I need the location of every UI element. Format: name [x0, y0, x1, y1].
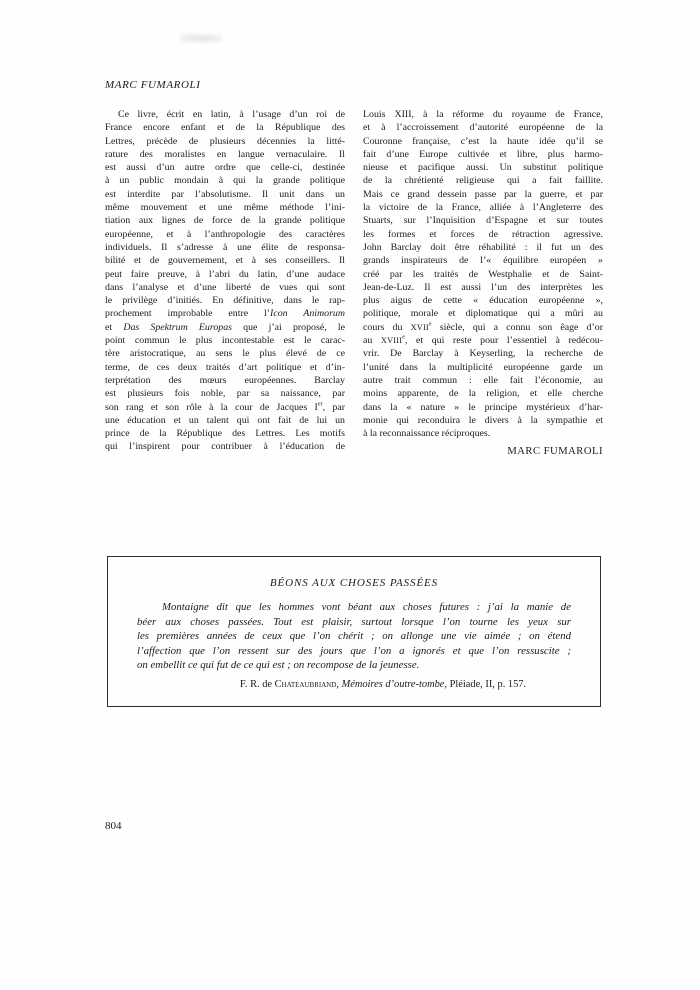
quote-title: BÉONS AUX CHOSES PASSÉES — [269, 577, 439, 589]
text-line: cours du XVIIe siècle, qui a connu son êage d’or — [363, 321, 603, 333]
text-line: plus aigus de cette « éducation européenne », — [363, 295, 603, 307]
text-line: individuels. Il s’adresse à une élite de responsa- — [105, 241, 345, 253]
scan-smudge-artifact — [180, 31, 222, 45]
attribution-comma: , — [336, 678, 342, 690]
text-line: tère aristocratique, au sens le plus élevé de ce — [105, 348, 345, 360]
text-line: dans la « nature » le principe mystérieux d’har- — [363, 401, 603, 413]
left-text-column — [105, 108, 345, 454]
article-signature: MARC FUMAROLI — [507, 446, 603, 458]
running-header-author: MARC FUMAROLI — [105, 79, 201, 91]
text-line: Montaigne dit que les hommes vont béant aux choses futures : j’ai la manie de — [162, 601, 571, 613]
page-number: 804 — [105, 820, 122, 832]
attribution-work: Mémoires d’outre-tombe — [341, 678, 445, 690]
text-line: France encore enfant et de la République des — [105, 122, 345, 134]
text-line: même mouvement et une même méthode l’ini- — [105, 202, 345, 214]
text-line: moins apparente, de la religion, et elle cherche — [363, 388, 603, 400]
text-line: Couronne française, c’est la haute idée qu’il se — [363, 135, 603, 147]
text-line: politique, morale et diplomatique qui a mûri au — [363, 308, 603, 320]
text-line: béer aux choses passées. Tout est plaisir, surtout lorsque l’on tourne les yeux sur — [137, 615, 571, 628]
text-line: Louis XIII, à la réforme du royaume de France, — [363, 109, 603, 120]
text-line: dans l’analyse et d’une liberté de vues qui sont — [105, 281, 345, 293]
text-line: bilité et de gouvernement, et à ses conseillers. Il — [105, 255, 345, 267]
text-line: terprétation des mœurs européennes. Barclay — [105, 374, 345, 386]
text-line: Stuarts, sur l’Inquisition d’Espagne et sur toutes — [363, 215, 603, 227]
text-line: peut faire preuve, à l’abri du latin, d’une audace — [105, 268, 345, 280]
text-line: une éducation et un talent qui ont fait de lui un — [105, 414, 345, 426]
quote-box — [107, 556, 601, 707]
text-line: fait d’une Europe cultivée et libre, plus harmo- — [363, 148, 603, 160]
text-line: on embellit ce qui fut de ce qui est ; on recompose de la jeunesse. — [137, 659, 420, 671]
right-text-column — [363, 108, 603, 457]
quote-attribution — [108, 679, 600, 690]
text-line: est plusieurs fois noble, par sa naissance, par — [105, 388, 345, 400]
text-line: à la reconnaissance réciproques. — [363, 428, 491, 440]
text-line: est interdite par l’absolutisme. Il unit dans un — [105, 188, 345, 200]
text-line: créé par les traités de Westphalie et de Saint- — [363, 268, 603, 280]
text-line: de la chrétienté religieuse qui a fait faillite. — [363, 175, 603, 187]
text-line: européenne, et à l’anthropologie des caractères — [105, 228, 345, 240]
text-line: prochement improbable entre l’Icon Animorum — [105, 308, 345, 320]
right-column-lines — [363, 108, 603, 440]
text-line: la victoire de la France, alliée à l’Angleterre des — [363, 202, 603, 214]
text-line: Mais ce grand dessein passe par la guerre, et par — [363, 188, 603, 200]
text-line: monie qui reconduira le divers à la sympathie et — [363, 414, 603, 426]
text-line: le privilège d’initiés. En définitive, dans le rap- — [105, 295, 345, 307]
text-line: est aussi d’un autre ordre que celle-ci, destinée — [105, 162, 345, 174]
text-line: rature des moralistes en langue vernaculaire. Il — [105, 148, 345, 160]
quote-body — [137, 600, 571, 673]
text-line: John Barclay doit être réhabilité : il fut un des — [363, 241, 603, 253]
attribution-prefix: F. R. de — [239, 678, 275, 690]
text-line: Ce livre, écrit en latin, à l’usage d’un roi de — [118, 109, 345, 120]
text-line: les formes et forces de rétraction agressive. — [363, 228, 603, 240]
text-line: et à l’accroissement d’autorité européenne de la — [363, 122, 603, 134]
text-line: l’affection que l’on ressent sur des jours que l’on a ignorés et que l’on ressuscite ; — [137, 644, 571, 657]
text-line: son rang et son rôle à la cour de Jacques Ier, par — [105, 401, 345, 413]
text-line: autre trait commun : elle fait l’économie, au — [363, 374, 603, 386]
text-line: au XVIIIe, et qui reste pour l’essentiel à redécou- — [363, 334, 603, 347]
text-line: les premières années de ceux que l’on chérit ; on allonge une vie aimée ; on étend — [137, 630, 571, 642]
attribution-author: Chateaubriand — [274, 678, 337, 690]
text-line: prince de la République des Lettres. Les motifs — [105, 428, 345, 440]
text-line: vrir. De Barclay à Keyserling, la recherche de — [363, 348, 603, 360]
text-line: Lettres, précède de plusieurs décennies la litté- — [105, 135, 345, 147]
text-line: tiation aux lignes de force de la grande politique — [105, 215, 345, 227]
text-line: l’unité dans la multiplicité européenne garde un — [363, 361, 603, 373]
text-line: et Das Spektrum Europas que j’ai proposé, le — [105, 321, 345, 333]
text-line: point commun le plus incontestable est le carac- — [105, 335, 345, 347]
attribution-suffix: , Pléiade, II, p. 157. — [444, 678, 527, 690]
text-line: à un public mondain à qui la grande politique — [105, 175, 345, 187]
text-line: nieuse et pacifique aussi. Un substitut politique — [363, 162, 603, 174]
text-line: terme, de ces deux traités d’art politique et d’in- — [105, 361, 345, 373]
text-line: Jean-de-Luz. Il est aussi l’un des interprètes les — [363, 281, 603, 293]
text-line: grands inspirateurs de l’« équilibre européen » — [363, 255, 603, 267]
text-line: qui l’inspirent pour contribuer à l’éducation de — [105, 441, 345, 453]
